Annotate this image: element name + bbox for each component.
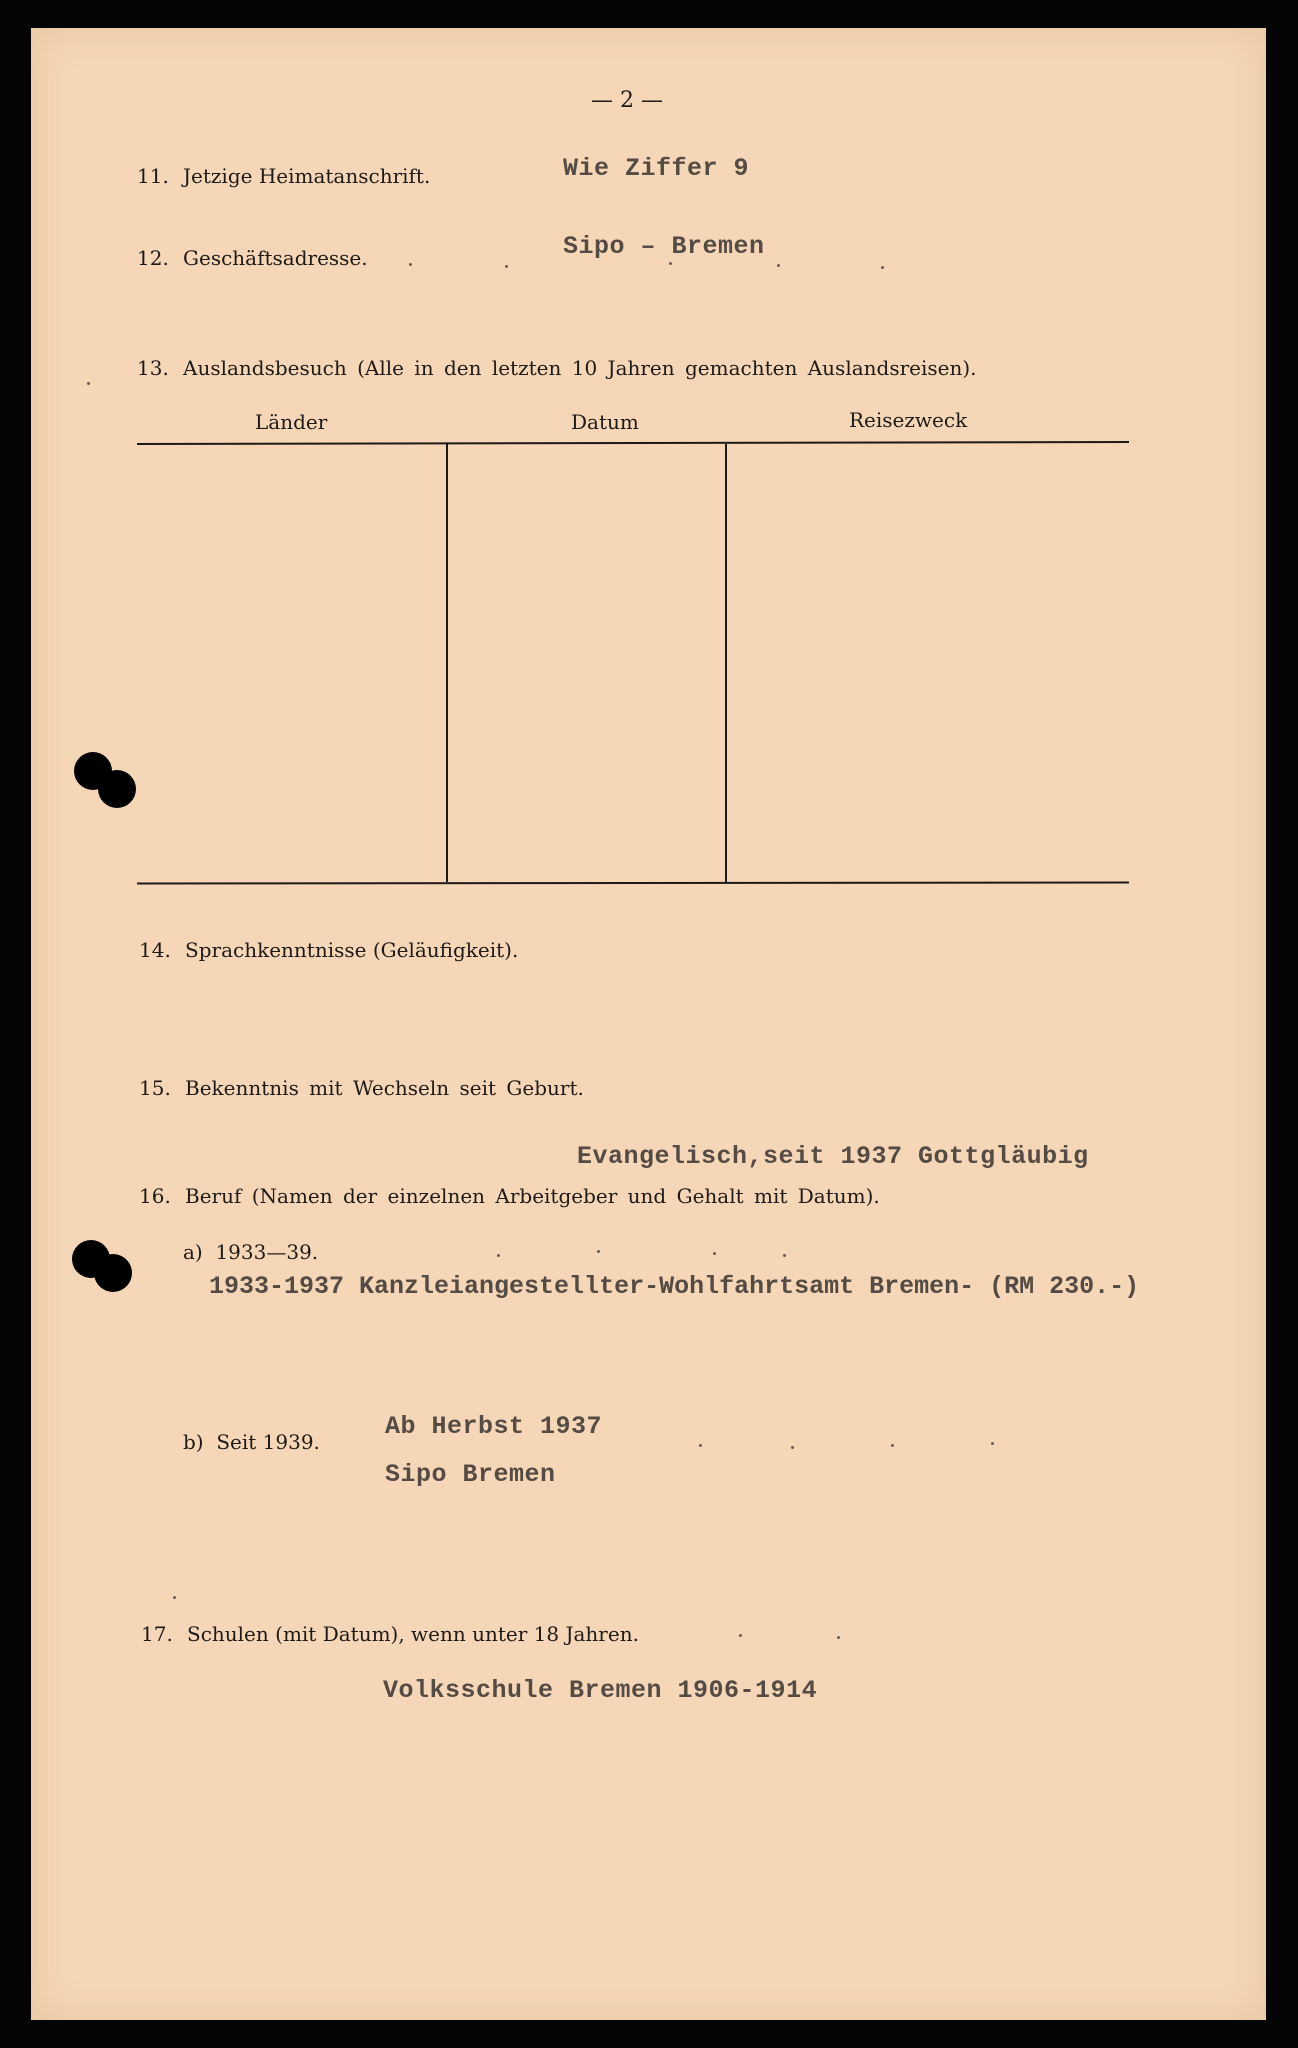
- item-label: Schulen (mit Datum), wenn unter 18 Jahren.: [187, 1622, 639, 1646]
- item-11: [137, 164, 430, 188]
- dot: [837, 1636, 840, 1639]
- dot: [505, 265, 508, 268]
- punch-hole: [94, 1254, 132, 1292]
- table-top-rule: [137, 441, 1129, 445]
- dot: [597, 1250, 600, 1253]
- typed-business-address: Sipo – Bremen: [563, 232, 765, 261]
- punch-hole: [98, 770, 136, 808]
- column-divider: [725, 444, 727, 882]
- item-number: 12.: [137, 246, 169, 270]
- dot: [783, 1254, 786, 1257]
- item-number: 13.: [137, 356, 169, 380]
- item-label: Auslandsbesuch (Alle in den letzten 10 Jahren gemachten Auslandsreisen).: [183, 356, 977, 380]
- column-header-date: Datum: [571, 410, 639, 434]
- column-header-purpose: Reisezweck: [849, 408, 968, 432]
- item-label: Beruf (Namen der einzelnen Arbeitgeber und Gehalt mit Datum).: [185, 1184, 880, 1208]
- sub-period: Seit 1939.: [216, 1430, 320, 1454]
- dot: [87, 382, 90, 385]
- item-number: 15.: [139, 1076, 171, 1100]
- item-16: [139, 1184, 880, 1208]
- item-12: [137, 246, 368, 270]
- dot: [497, 1254, 500, 1257]
- dot: [669, 262, 672, 265]
- document-page: [31, 28, 1266, 2020]
- typed-occupation-a: 1933-1937 Kanzleiangestellter-Wohlfahrtsamt Bremen- (RM 230.-): [209, 1272, 1140, 1301]
- dot: [991, 1442, 994, 1445]
- dot: [173, 1596, 176, 1599]
- dot: [777, 264, 780, 267]
- typed-religion: Evangelisch,seit 1937 Gottgläubig: [577, 1142, 1089, 1171]
- sub-period: 1933—39.: [215, 1240, 319, 1264]
- item-14: [139, 938, 518, 962]
- sub-label: a): [183, 1240, 203, 1264]
- typed-schools: Volksschule Bremen 1906-1914: [383, 1676, 818, 1705]
- item-17: [141, 1622, 639, 1646]
- column-divider: [446, 444, 448, 882]
- typed-home-address: Wie Ziffer 9: [563, 154, 750, 183]
- item-number: 17.: [141, 1622, 173, 1646]
- item-16b: [183, 1430, 320, 1454]
- typed-occupation-b-line1: Ab Herbst 1937: [385, 1412, 603, 1441]
- item-13: [137, 356, 977, 380]
- item-label: Bekenntnis mit Wechseln seit Geburt.: [185, 1076, 584, 1100]
- item-15: [139, 1076, 584, 1100]
- item-16a: [183, 1240, 318, 1264]
- column-header-countries: Länder: [255, 410, 328, 434]
- item-label: Geschäftsadresse.: [183, 246, 368, 270]
- item-label: Jetzige Heimatanschrift.: [183, 164, 431, 188]
- table-bottom-rule: [137, 881, 1129, 884]
- item-number: 11.: [137, 164, 169, 188]
- page-number: — 2 —: [591, 88, 663, 113]
- item-label: Sprachkenntnisse (Geläufigkeit).: [185, 938, 519, 962]
- item-number: 16.: [139, 1184, 171, 1208]
- dot: [891, 1444, 894, 1447]
- dot: [739, 1634, 742, 1637]
- dot: [699, 1444, 702, 1447]
- sub-label: b): [183, 1430, 204, 1454]
- dot: [881, 266, 884, 269]
- dot: [713, 1252, 716, 1255]
- dot: [409, 263, 412, 266]
- item-number: 14.: [139, 938, 171, 962]
- typed-occupation-b-line2: Sipo Bremen: [385, 1460, 556, 1489]
- dot: [791, 1446, 794, 1449]
